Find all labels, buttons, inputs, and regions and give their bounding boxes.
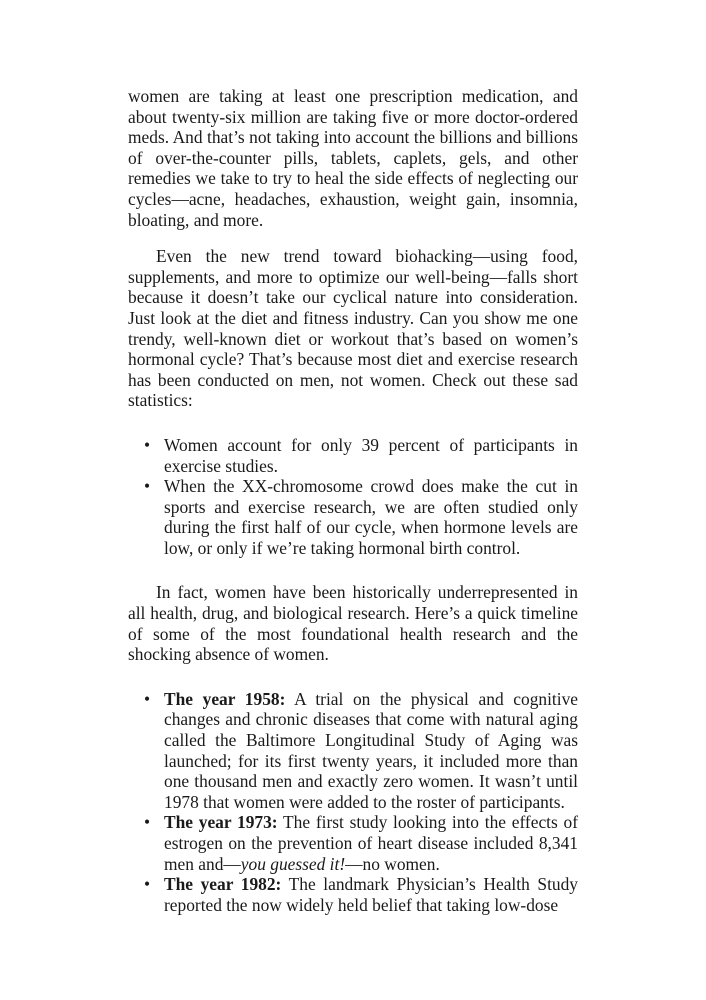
timeline-year-label: The year 1958: <box>164 688 286 709</box>
timeline-item-1973 <box>128 812 578 874</box>
timeline-text: The first study looking into the effects of estrogen on the prevention of heart disease included 8,341 men and— <box>164 812 578 874</box>
timeline-year-label: The year 1982: <box>164 874 282 895</box>
timeline-text: —no women. <box>345 853 440 874</box>
timeline-item-1958 <box>128 689 578 813</box>
timeline-text: The landmark Physician’s Health Study reported the now widely held belief that taking low-dose <box>164 874 578 915</box>
timeline-year-label: The year 1973: <box>164 812 278 833</box>
timeline-text: A trial on the physical and cognitive changes and chronic diseases that come with natural aging called the Baltimore Longitudinal Study of Aging was launched; for its first twenty years, it included more than one thousand men and exactly zero women. It wasn’t until 1978 that women were added to the roster of participants. <box>164 688 578 812</box>
timeline-list <box>128 689 578 916</box>
body-paragraph-3: In fact, women have been historically underrepresented in all health, drug, and biological research. Here’s a quick timeline of some of the most foundational health research and the shocking absence of women. <box>128 582 578 665</box>
body-paragraph-2: Even the new trend toward biohacking—using food, supplements, and more to optimize our well-being—falls short because it doesn’t take our cyclical nature into consideration. Just look at the diet and fitness industry. Can you show me one trendy, well-known diet or workout that’s based on women’s hormonal cycle? That’s because most diet and exercise research has been conducted on men, not women. Check out these sad statistics: <box>128 246 578 411</box>
list-item: • When the XX-chromosome crowd does make the cut in sports and exercise research, we are often studied only during the first half of our cycle, when hormone levels are low, or only if we’re taking hormonal birth control. <box>128 476 578 558</box>
timeline-item-1982 <box>128 874 578 915</box>
list-item: • Women account for only 39 percent of participants in exercise studies. <box>128 435 578 476</box>
statistics-list <box>128 435 578 559</box>
body-paragraph-1: women are taking at least one prescription medication, and about twenty-six million are taking five or more doctor-ordered meds. And that’s not taking into account the billions and billions of over-the-counter pills, tablets, caplets, gels, and other remedies we take to try to heal the side effects of neglecting our cycles—acne, headaches, exhaustion, weight gain, insomnia, bloating, and more. <box>128 86 578 230</box>
book-page <box>128 86 578 915</box>
timeline-emphasis: you guessed it! <box>240 853 346 874</box>
